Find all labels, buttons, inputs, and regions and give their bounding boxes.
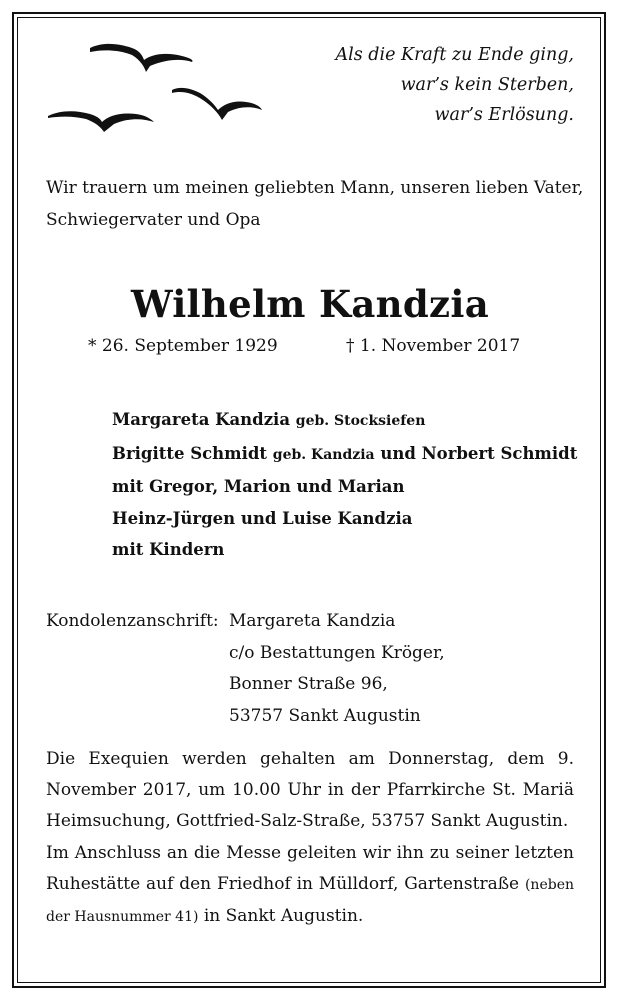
mourner-line: mit Gregor, Marion und Marian — [112, 477, 405, 496]
flying-birds-icon — [40, 38, 290, 138]
poem — [336, 40, 575, 130]
intro-line: Schwiegervater und Opa — [46, 210, 261, 230]
mourners-list — [112, 404, 592, 566]
mourner-note: geb. Stocksiefen — [295, 413, 426, 429]
poem-line: war’s Erlösung. — [434, 105, 574, 125]
death-date: † 1. November 2017 — [346, 336, 521, 356]
intro-line: Wir trauern um meinen geliebten Mann, unseren lieben Vater, — [46, 178, 584, 198]
deceased-name: Wilhelm Kandzia — [131, 282, 489, 326]
mourner-name: Margareta Kandzia — [112, 410, 291, 429]
address-line: 53757 Sankt Augustin — [229, 705, 421, 726]
service-paragraph: Die Exequien werden gehalten am Donnerstag, dem 9. November 2017, um 10.00 Uhr in der Pfarrkirche St. Mariä Heimsuchung, Gottfried-Salz-Straße, 53757 Sankt Augustin. — [46, 749, 574, 832]
burial-text-end: in Sankt Augustin. — [203, 906, 364, 927]
burial-text: Im Anschluss an die Messe geleiten wir ihn zu seiner letzten Ruhestätte auf den Friedhof in Mülldorf, Gartenstraße — [46, 842, 574, 894]
burial-note: (neben der Hausnummer 41) — [46, 876, 574, 926]
address-line: Bonner Straße 96, — [229, 674, 388, 694]
mourner-line — [112, 404, 592, 438]
address-line: c/o Bestattungen Kröger, — [229, 642, 445, 663]
intro-text — [46, 172, 586, 236]
address-block — [229, 606, 445, 732]
service-info — [46, 744, 574, 933]
poem-line: Als die Kraft zu Ende ging, — [335, 45, 574, 65]
poem-line: war’s kein Sterben, — [400, 75, 574, 95]
mourner-line — [112, 438, 592, 472]
mourner-line: mit Kindern — [112, 540, 225, 559]
address-line: Margareta Kandzia — [229, 611, 396, 631]
mourner-line: Heinz-Jürgen und Luise Kandzia — [112, 508, 413, 528]
mourner-name: und Norbert Schmidt — [380, 443, 578, 463]
birth-date: * 26. September 1929 — [88, 336, 278, 356]
mourner-name: Brigitte Schmidt — [112, 443, 268, 463]
mourner-note: geb. Kandzia — [272, 446, 375, 463]
condolence-label: Kondolenzanschrift: — [46, 611, 219, 631]
burial-paragraph — [46, 838, 574, 934]
